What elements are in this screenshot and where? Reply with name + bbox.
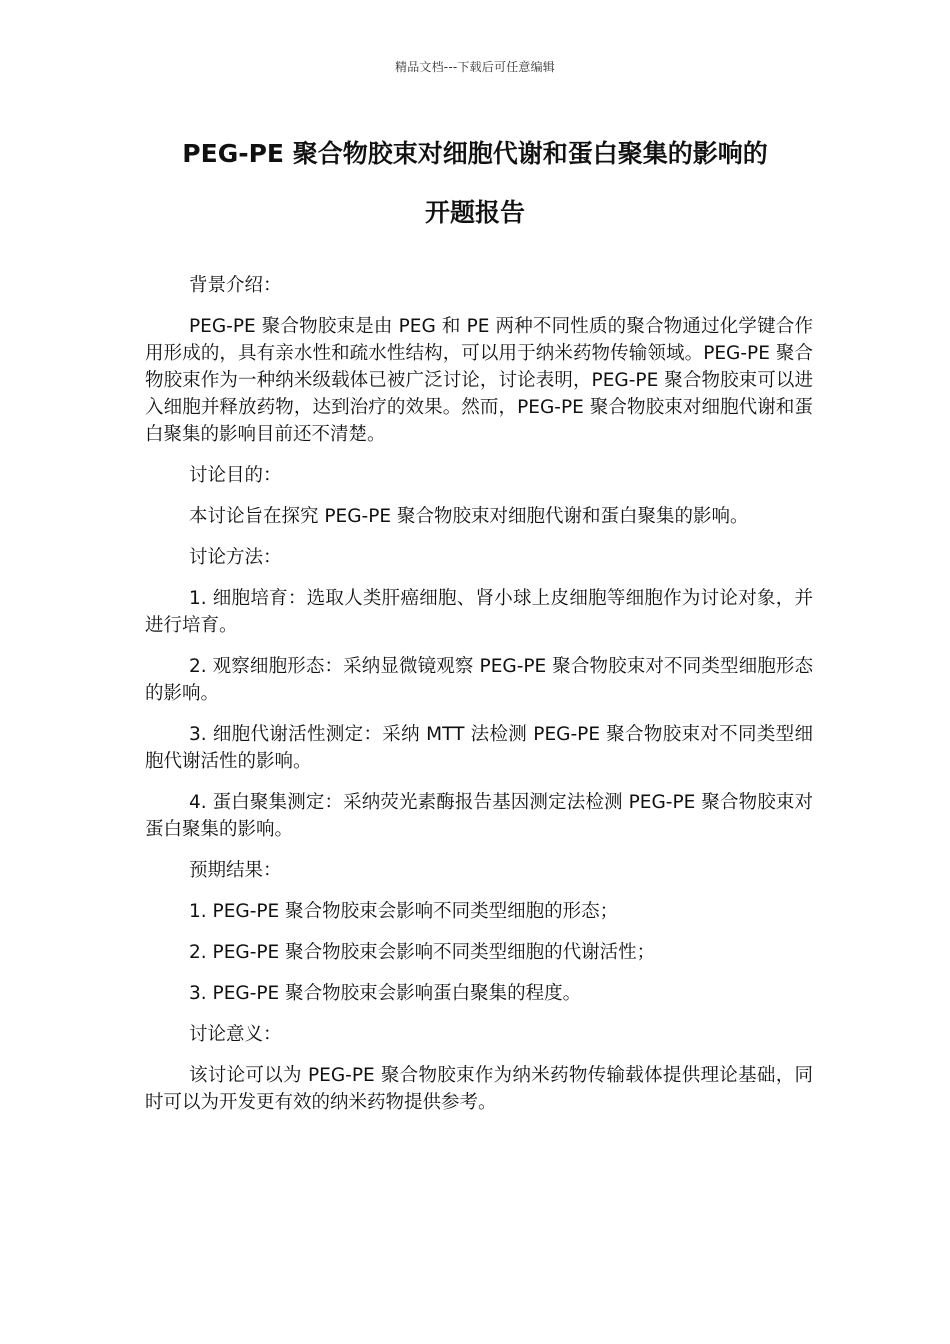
document-body bbox=[145, 272, 813, 1130]
background-heading: 背景介绍： bbox=[189, 275, 282, 296]
background-paragraph: PEG-PE 聚合物胶束是由 PEG 和 PE 两种不同性质的聚合物通过化学键合作用形成的，具有亲水性和疏水性结构，可以用于纳米药物传输领域。PEG-PE 聚合物胶束作为一种纳米级载体已被广泛讨论，讨论表明，PEG-PE 聚合物胶束可以进入细胞并释放药物，达到治疗的效果。然而，PEG-PE 聚合物胶束对细胞代谢和蛋白聚集的影响目前还不清楚。 bbox=[145, 316, 813, 445]
document-title-line1: PEG-PE 聚合物胶束对细胞代谢和蛋白聚集的影响的 bbox=[182, 139, 768, 168]
method-item-1: 1. 细胞培育：选取人类肝癌细胞、肾小球上皮细胞等细胞作为讨论对象，并进行培育。 bbox=[145, 588, 813, 636]
method-item-3: 3. 细胞代谢活性测定：采纳 MTT 法检测 PEG-PE 聚合物胶束对不同类型细胞代谢活性的影响。 bbox=[145, 724, 813, 772]
purpose-paragraph: 本讨论旨在探究 PEG-PE 聚合物胶束对细胞代谢和蛋白聚集的影响。 bbox=[189, 506, 749, 527]
result-item-2: 2. PEG-PE 聚合物胶束会影响不同类型细胞的代谢活性； bbox=[189, 942, 656, 963]
method-item-4: 4. 蛋白聚集测定：采纳荧光素酶报告基因测定法检测 PEG-PE 聚合物胶束对蛋白聚集的影响。 bbox=[145, 792, 813, 840]
significance-heading: 讨论意义： bbox=[189, 1024, 282, 1045]
methods-heading: 讨论方法： bbox=[189, 547, 282, 568]
header-note: 精品文档---下载后可任意编辑 bbox=[395, 60, 555, 74]
purpose-heading: 讨论目的： bbox=[189, 465, 282, 486]
method-item-2: 2. 观察细胞形态：采纳显微镜观察 PEG-PE 聚合物胶束对不同类型细胞形态的影响。 bbox=[145, 656, 813, 704]
document-title-line2: 开题报告 bbox=[424, 198, 525, 227]
significance-paragraph: 该讨论可以为 PEG-PE 聚合物胶束作为纳米药物传输载体提供理论基础，同时可以为开发更有效的纳米药物提供参考。 bbox=[145, 1065, 813, 1113]
result-item-3: 3. PEG-PE 聚合物胶束会影响蛋白聚集的程度。 bbox=[189, 983, 582, 1004]
result-item-1: 1. PEG-PE 聚合物胶束会影响不同类型细胞的形态； bbox=[189, 901, 619, 922]
results-heading: 预期结果： bbox=[189, 860, 282, 881]
